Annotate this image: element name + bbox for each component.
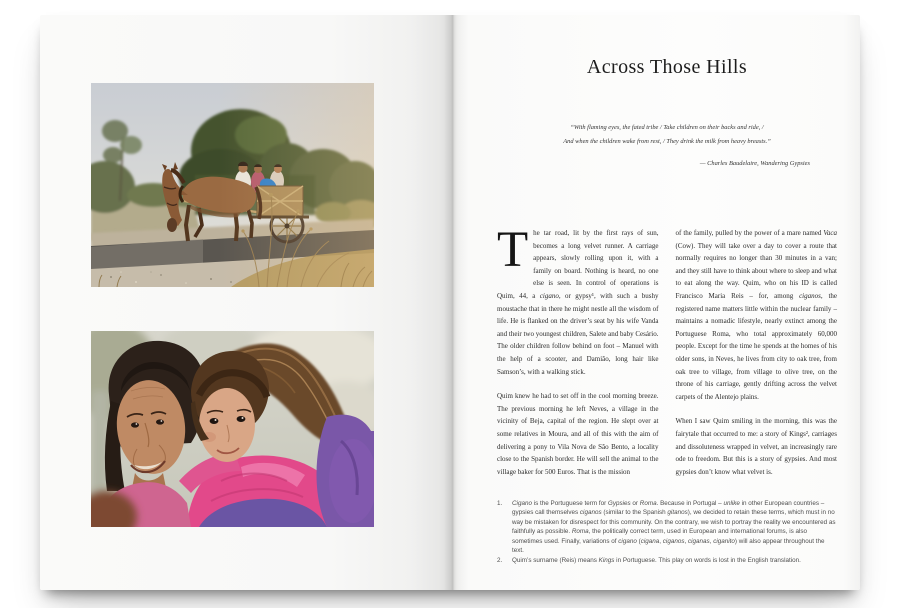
horse-carriage-illustration — [91, 83, 374, 287]
epigraph-attribution: — Charles Baudelaire, Wandering Gypsies — [699, 160, 810, 167]
article-column-2 — [676, 227, 838, 490]
footnote-number: 2. — [497, 557, 503, 565]
sunlight-overlay — [91, 83, 374, 287]
photo-woman-and-girl — [91, 331, 374, 527]
article-body — [497, 222, 837, 490]
footnotes — [497, 499, 837, 567]
epigraph-line-2: And when the children wake from rest, / They drink the milk from heavy breasts.” — [563, 137, 771, 145]
paragraph-1-text: he tar road, lit by the first rays of sun, becomes a long velvet runner. A carriage appears, slowly rolling upon it, with a family on board. Nothing is heard, no one else is seen. In control of operations is Quim, 44, a cigano, or gypsy¹, with such a bushy moustache that in there he might nestle all the wisdom of life. He is flanked on the driver’s seat by his wife Vanda and their two youngest children, Salete and baby Cesário. The older children follow behind on foot – Manuel with the help of a scooter, and Damião, long hair like Samson’s, with a walking stick. — [497, 229, 659, 376]
footnote-item — [497, 556, 837, 565]
photo-horse-carriage — [91, 83, 374, 287]
footnote-item — [497, 499, 837, 555]
woman-and-girl-illustration — [91, 331, 374, 527]
epigraph-line-1: “With flaming eyes, the fated tribe / Take children on their backs and ride, / — [570, 124, 764, 131]
paragraph-2: Quim knew he had to set off in the cool morning breeze. The previous morning he left Neves, a village in the vicinity of Beja, capital of the region. He slept over at some relatives in Moura, and all of this with the aim of delivering a pony to Vila Nova de São Bento, a locality close to the Spanish border. He will sell the animal to the village baker for 500 Euros. That is the mission — [497, 392, 659, 476]
left-page — [40, 15, 452, 590]
epigraph — [497, 121, 837, 171]
paragraph-1 — [497, 222, 659, 378]
footnote-number: 1. — [497, 500, 503, 507]
drop-cap: T — [497, 222, 529, 278]
paragraph-3: of the family, pulled by the power of a mare named Vaca (Cow). They will take over a day to cover a route that normally requires no longer than 30 minutes in a van; and they still have to think about where to sleep and what to eat along the way. Quim, who on his ID is called Francisco Maria Reis – for, among ciganos, the registered name matters little within the nuclear family – maintains a nomadic lifestyle, nearly extinct among the Portuguese Roma, who total approximately 60,000 people. Except for the time he spends at the homes of his older sons, in Neves, he lives from city to oak tree, from oak tree to village, from village to olive tree, on the throne of his carriage, gently drifting across the velvet carpets of the Alentejo plains. — [675, 229, 837, 401]
footnote-text: Quim’s surname (Reis) means Kings in Portuguese. This play on words is lost in the English translation. — [512, 557, 801, 565]
right-page — [452, 15, 860, 590]
book-spread — [40, 15, 860, 590]
article-column-1 — [497, 222, 659, 490]
chapter-title: Across Those Hills — [586, 56, 748, 78]
footnote-text: Cigano is the Portuguese term for Gypsies or Roma. Because in Portugal – unlike in other European countries – gypsies call themselves ciganos (similar to the Spanish gitanos), we decided to retain these terms, which must in no way be mistaken for disrespect for this community. On the contrary, we wish to portray the reality we encountered as faithfully as possible. Roma, the politically correct term, used in European and international forums, is also sometimes used. Finally, variations of cigano (cigana, ciganos, ciganas, ciganito) will also appear throughout the text. — [512, 500, 836, 555]
paragraph-4: When I saw Quim smiling in the morning, this was the fairytale that occurred to me: a story of Kings², carriages and dissoluteness wrapped in velvet, an increasingly rare ode to freedom. But this is a story of gypsies. And most gypsies don’t know what velvet is. — [675, 417, 837, 476]
